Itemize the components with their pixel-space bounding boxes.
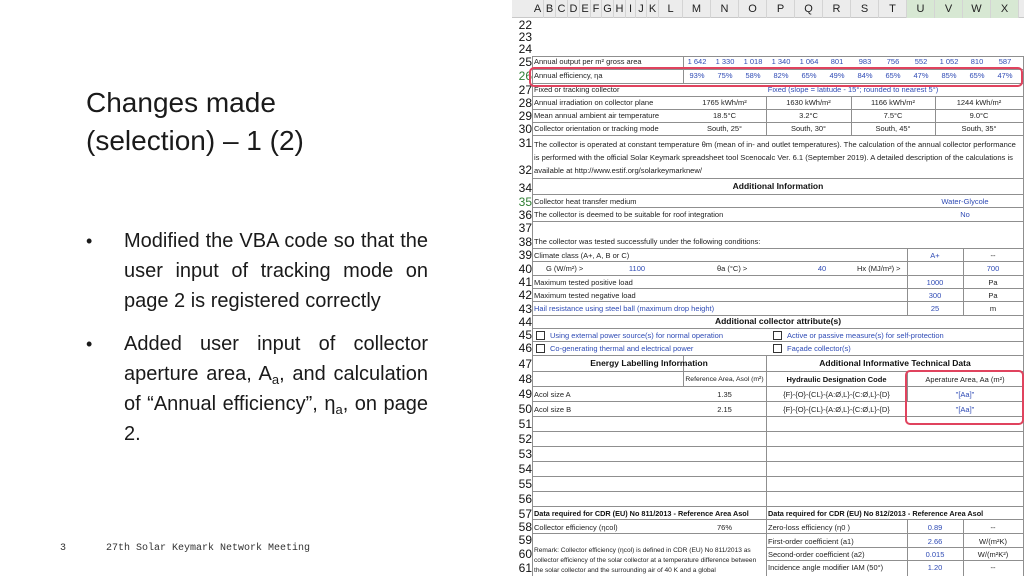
subscript: a — [271, 372, 280, 387]
cell-value[interactable]: South, 30° — [790, 124, 827, 133]
cell-value[interactable]: 1.20 — [927, 563, 943, 572]
column-header[interactable]: K — [647, 0, 659, 18]
section-header: Energy Labelling Information — [590, 358, 708, 368]
cell-label[interactable]: The collector was tested successfully under the following conditions: — [534, 237, 761, 246]
row-number[interactable]: 59 — [518, 533, 532, 547]
cell-value[interactable]: 65% — [885, 71, 901, 80]
cell-value[interactable]: 3.2°C — [799, 111, 818, 120]
row-number[interactable]: 45 — [518, 328, 532, 342]
grid-line — [532, 248, 1024, 249]
cell-value[interactable]: 25 — [930, 304, 940, 313]
row-number[interactable]: 27 — [518, 83, 532, 97]
cell-value[interactable]: 983 — [858, 57, 872, 66]
row-number[interactable]: 40 — [518, 262, 532, 276]
bullet-text-part: Added user input of collector aperture area, A — [124, 333, 428, 385]
grid-line — [532, 446, 1024, 447]
grid-line — [532, 431, 1024, 432]
checkbox[interactable] — [773, 344, 782, 353]
cell-label[interactable]: Fixed or tracking collector — [534, 85, 620, 94]
cell-label[interactable]: Collector heat transfer medium — [534, 197, 637, 206]
cell-value[interactable]: 49% — [829, 71, 845, 80]
column-header-bar — [512, 0, 1024, 18]
grid-line — [532, 261, 1024, 262]
row-number[interactable]: 61 — [518, 561, 532, 575]
cell-value[interactable]: {F}-{O}-{CL}-{A:Ø,L}-{C:Ø,L}-{D} — [783, 390, 890, 399]
grid-line — [532, 275, 1024, 276]
checkbox-label[interactable]: Co-generating thermal and electrical power — [550, 344, 694, 353]
slide-title-line1: Changes made — [86, 87, 276, 118]
row-number[interactable]: 23 — [518, 30, 532, 44]
checkbox-label[interactable]: Using external power source(s) for normal operation — [550, 331, 723, 340]
row-number[interactable]: 60 — [518, 547, 532, 561]
cell-value[interactable]: 801 — [830, 57, 844, 66]
cell-label[interactable]: Annual efficiency, ηa — [534, 71, 603, 80]
cell-label[interactable]: G (W/m²) > — [546, 264, 584, 273]
remark-text[interactable]: Remark: Collector efficiency (ηcol) is defined in CDR (EU) No 811/2013 as collector efficiency of the solar collector at a temperature difference between the solar collector and the surrounding air of 40 K and a global — [534, 547, 757, 574]
row-number[interactable]: 24 — [518, 42, 532, 56]
grid-line — [532, 355, 1024, 356]
grid-line — [766, 560, 1024, 561]
cell-value[interactable]: 1244 kWh/m² — [956, 98, 1002, 107]
bullet-text — [124, 329, 428, 449]
cell-value[interactable]: 40 — [817, 264, 827, 273]
section-header: Additional Information — [732, 181, 824, 191]
cell-value[interactable]: 2.15 — [717, 405, 732, 414]
cell-value[interactable]: 58% — [745, 71, 761, 80]
row-number[interactable]: 43 — [518, 302, 532, 316]
cell-unit[interactable]: W/(m²K) — [979, 537, 1007, 546]
cell-value[interactable]: {F}-{O}-{CL}-{A:Ø,L}-{C:Ø,L}-{D} — [783, 405, 890, 414]
row-number[interactable]: 57 — [518, 507, 532, 521]
column-label: Hydraulic Designation Code — [786, 375, 887, 384]
cell-value[interactable]: 2.66 — [927, 537, 943, 546]
grid-line — [766, 547, 1024, 548]
checkbox-label[interactable]: Façade collector(s) — [787, 344, 851, 353]
row-number[interactable]: 37 — [518, 221, 532, 235]
section-header: Data required for CDR (EU) No 812/2013 - Reference Area Asol — [768, 509, 984, 518]
row-number[interactable]: 28 — [518, 96, 532, 110]
cell-value[interactable]: 75% — [717, 71, 733, 80]
bullet-list — [86, 226, 428, 462]
cell-value[interactable]: No — [960, 210, 970, 219]
column-header[interactable]: F — [591, 0, 602, 18]
cell-value[interactable]: 1.35 — [717, 390, 732, 399]
row-number[interactable]: 49 — [518, 387, 532, 401]
cell-value[interactable]: 587 — [998, 57, 1012, 66]
row-number[interactable]: 54 — [518, 462, 532, 476]
cell-label[interactable]: Maximum tested negative load — [534, 291, 636, 300]
cell-value[interactable]: 1 642 — [687, 57, 707, 66]
cell-label[interactable]: Acol size A — [534, 390, 571, 399]
cell-value[interactable]: 1100 — [628, 264, 646, 273]
cell-label[interactable]: First-order coefficient (a1) — [768, 537, 854, 546]
cell-unit[interactable]: m — [989, 304, 997, 313]
section-header: Additional Informative Technical Data — [819, 358, 971, 368]
row-number[interactable]: 58 — [518, 520, 532, 534]
bullet-marker: • — [86, 334, 93, 354]
slide-title-line2: (selection) – 1 (2) — [86, 125, 304, 156]
column-header[interactable]: A — [532, 0, 544, 18]
grid-line — [532, 288, 1024, 289]
column-header[interactable]: V — [935, 0, 963, 18]
cell-label[interactable]: Annual output per m² gross area — [534, 57, 642, 66]
cell-unit[interactable]: Pa — [988, 291, 998, 300]
column-header[interactable]: Q — [795, 0, 823, 18]
grid-line — [532, 96, 1024, 97]
bullet-text: Modified the VBA code so that the user input of tracking mode on page 2 is registered correctly — [124, 230, 428, 312]
cell-value[interactable]: 65% — [969, 71, 985, 80]
cell-value[interactable]: 93% — [689, 71, 705, 80]
cell-value[interactable]: South, 45° — [875, 124, 911, 133]
grid-line — [532, 476, 1024, 477]
slide-title — [86, 84, 466, 160]
row-number[interactable]: 46 — [518, 341, 532, 355]
cell-value[interactable]: 9.0°C — [969, 111, 989, 120]
column-header[interactable]: G — [602, 0, 614, 18]
grid-line — [532, 221, 1024, 222]
grid-line — [532, 461, 1024, 462]
column-header[interactable]: X — [991, 0, 1019, 18]
cell-value[interactable]: 82% — [773, 71, 789, 80]
cell-label[interactable]: The collector is deemed to be suitable for roof integration — [534, 210, 724, 219]
cell-label[interactable]: Incidence angle modifier IAM (50°) — [768, 563, 884, 572]
row-number[interactable]: 42 — [518, 288, 532, 302]
cell-unit[interactable]: Pa — [988, 278, 998, 287]
row-number[interactable]: 39 — [518, 248, 532, 262]
grid-line — [532, 519, 1024, 520]
bullet-text-part: , on page 2. — [124, 393, 428, 445]
checkbox[interactable] — [536, 331, 545, 340]
aperture-input[interactable]: "[Aa]" — [955, 390, 975, 399]
row-number[interactable]: 44 — [518, 315, 532, 329]
cell-label[interactable]: θa (°C) > — [717, 264, 748, 273]
row-number[interactable]: 41 — [518, 275, 532, 289]
column-header[interactable]: C — [556, 0, 568, 18]
cell-label[interactable]: Collector efficiency (ηcol) — [534, 523, 618, 532]
bullet-text-part: , and calculation of “Annual efficiency”, η — [124, 363, 428, 415]
row-number[interactable]: 38 — [518, 235, 532, 249]
column-header[interactable]: H — [614, 0, 626, 18]
cell-value[interactable]: 810 — [970, 57, 984, 66]
cell-value[interactable]: 65% — [801, 71, 817, 80]
cell-label[interactable]: Maximum tested positive load — [534, 278, 633, 287]
cell-value[interactable]: 1630 kWh/m² — [786, 98, 831, 107]
cell-value[interactable]: 7.5°C — [883, 111, 903, 120]
cell-unit[interactable]: -- — [990, 251, 996, 260]
grid-line — [532, 194, 1024, 195]
slide-number: 3 — [60, 543, 67, 554]
column-label: Reference Area, Asol (m²) — [685, 376, 764, 383]
row-number[interactable]: 56 — [518, 492, 532, 506]
cell-value[interactable]: 1 052 — [939, 57, 959, 66]
checkbox-label[interactable]: Active or passive measure(s) for self-protection — [787, 331, 944, 340]
row-number[interactable]: 26 — [518, 69, 532, 83]
row-number[interactable]: 47 — [518, 357, 532, 371]
row-number[interactable]: 48 — [518, 372, 532, 386]
grid-line — [766, 355, 767, 576]
column-header[interactable]: E — [580, 0, 591, 18]
row-number[interactable]: 31 — [518, 136, 532, 150]
row-number[interactable]: 34 — [518, 181, 532, 195]
cell-label[interactable]: Zero-loss efficiency (η0 ) — [768, 523, 850, 532]
cell-value[interactable]: 0.89 — [927, 523, 943, 532]
slide-footer: 27th Solar Keymark Network Meeting — [106, 543, 311, 554]
cell-unit[interactable]: -- — [990, 523, 996, 532]
row-number[interactable]: 25 — [518, 55, 532, 69]
cell-value[interactable]: Water-Glycole — [941, 197, 989, 206]
cell-value[interactable]: 84% — [857, 71, 873, 80]
aperture-input[interactable]: "[Aa]" — [955, 405, 975, 414]
column-header[interactable]: P — [767, 0, 795, 18]
column-label: Aperature Area, Aa (m²) — [925, 375, 1005, 384]
cell-value[interactable]: 1000 — [926, 278, 944, 287]
cell-value[interactable]: 1 018 — [743, 57, 763, 66]
cell-value[interactable]: A+ — [930, 251, 940, 260]
grid-line — [532, 207, 1024, 208]
cell-value[interactable]: 85% — [941, 71, 957, 80]
bullet-item — [86, 329, 428, 449]
row-number[interactable]: 29 — [518, 109, 532, 123]
cell-unit[interactable]: W/(m²K²) — [977, 550, 1009, 559]
cell-unit[interactable]: -- — [990, 563, 996, 572]
bullet-marker: • — [86, 231, 93, 251]
grid-line — [532, 109, 1024, 110]
column-header[interactable]: N — [711, 0, 739, 18]
cell-value[interactable]: 1 064 — [799, 57, 819, 66]
cell-label[interactable]: Hx (MJ/m²) > — [857, 264, 901, 273]
cell-value[interactable]: 756 — [886, 57, 900, 66]
cell-label[interactable]: Collector orientation or tracking mode — [534, 124, 659, 133]
cell-value[interactable]: 1 330 — [715, 57, 735, 66]
column-header[interactable]: O — [739, 0, 767, 18]
row-number[interactable]: 30 — [518, 122, 532, 136]
cell-label[interactable]: Acol size B — [534, 405, 572, 414]
column-header[interactable]: D — [568, 0, 580, 18]
cell-value[interactable]: 18.5°C — [712, 111, 736, 120]
cell-value[interactable]: South, 25° — [706, 124, 743, 133]
cell-value[interactable]: Fixed (slope = latitude - 15°; rounded to nearest 5°) — [767, 85, 939, 94]
grid-line — [532, 533, 1024, 534]
calculation-note[interactable]: The collector is operated at constant temperature θm (mean of in- and outlet temperatures). The calculation of the annual collector performance is performed with the official Solar Keymark spreadsheet tool Scenocalc Ver. 6.1 (September 2019). A detailed description of the calculations is available at http://www.estif.org/solarkeymarknew/ — [534, 140, 1016, 175]
column-header[interactable]: R — [823, 0, 851, 18]
column-header[interactable]: I — [626, 0, 636, 18]
grid-line — [532, 122, 1024, 123]
section-header: Additional collector attribute(s) — [714, 316, 842, 326]
grid-line — [532, 178, 1024, 179]
cell-value[interactable]: 76% — [716, 523, 732, 532]
column-header[interactable]: M — [683, 0, 711, 18]
cell-value[interactable]: 47% — [913, 71, 929, 80]
row-number[interactable]: 52 — [518, 432, 532, 446]
cell-value[interactable]: 1765 kWh/m² — [702, 98, 747, 107]
grid-line — [532, 56, 533, 576]
row-number[interactable]: 53 — [518, 447, 532, 461]
checkbox[interactable] — [536, 344, 545, 353]
column-header[interactable]: L — [659, 0, 683, 18]
highlight-annual-efficiency — [529, 67, 1023, 87]
grid-line — [532, 301, 1024, 302]
grid-line — [532, 506, 1024, 507]
cell-label[interactable]: Annual irradiation on collector plane — [534, 98, 654, 107]
cell-value[interactable]: 47% — [997, 71, 1013, 80]
section-header: Data required for CDR (EU) No 811/2013 - Reference Area Asol — [534, 509, 749, 518]
grid-line — [532, 341, 1024, 342]
row-number[interactable]: 55 — [518, 477, 532, 491]
grid-line — [532, 491, 1024, 492]
checkbox[interactable] — [773, 331, 782, 340]
cell-value[interactable]: 0.015 — [925, 550, 945, 559]
cell-label[interactable]: Mean annual ambient air temperature — [534, 111, 660, 120]
bullet-item — [86, 226, 428, 316]
row-number[interactable]: 32 — [518, 163, 532, 177]
row-number[interactable]: 51 — [518, 417, 532, 431]
row-number[interactable]: 35 — [518, 195, 532, 209]
cell-label[interactable]: Hail resistance using steel ball (maximum drop height) — [534, 304, 715, 313]
cell-label[interactable]: Climate class (A+, A, B or C) — [534, 251, 630, 260]
column-header[interactable]: U — [907, 0, 935, 18]
cell-value[interactable]: 700 — [986, 264, 1000, 273]
subscript: a — [335, 402, 343, 417]
column-header[interactable]: B — [544, 0, 556, 18]
column-header[interactable]: S — [851, 0, 879, 18]
column-header[interactable]: W — [963, 0, 991, 18]
row-number[interactable]: 22 — [518, 18, 532, 32]
row-number[interactable]: 50 — [518, 402, 532, 416]
cell-value[interactable]: South, 35° — [961, 124, 997, 133]
cell-label[interactable]: Second-order coefficient (a2) — [768, 550, 865, 559]
cell-value[interactable]: 1 340 — [771, 57, 791, 66]
cell-value[interactable]: 300 — [928, 291, 942, 300]
spreadsheet-screenshot — [512, 0, 1024, 576]
grid-line — [532, 135, 1024, 136]
column-header[interactable]: T — [879, 0, 907, 18]
highlight-aperture-area — [905, 370, 1024, 425]
grid-line — [532, 328, 1024, 329]
column-header[interactable]: J — [636, 0, 647, 18]
cell-value[interactable]: 552 — [914, 57, 928, 66]
cell-value[interactable]: 1166 kWh/m² — [870, 98, 916, 107]
row-number[interactable]: 36 — [518, 208, 532, 222]
